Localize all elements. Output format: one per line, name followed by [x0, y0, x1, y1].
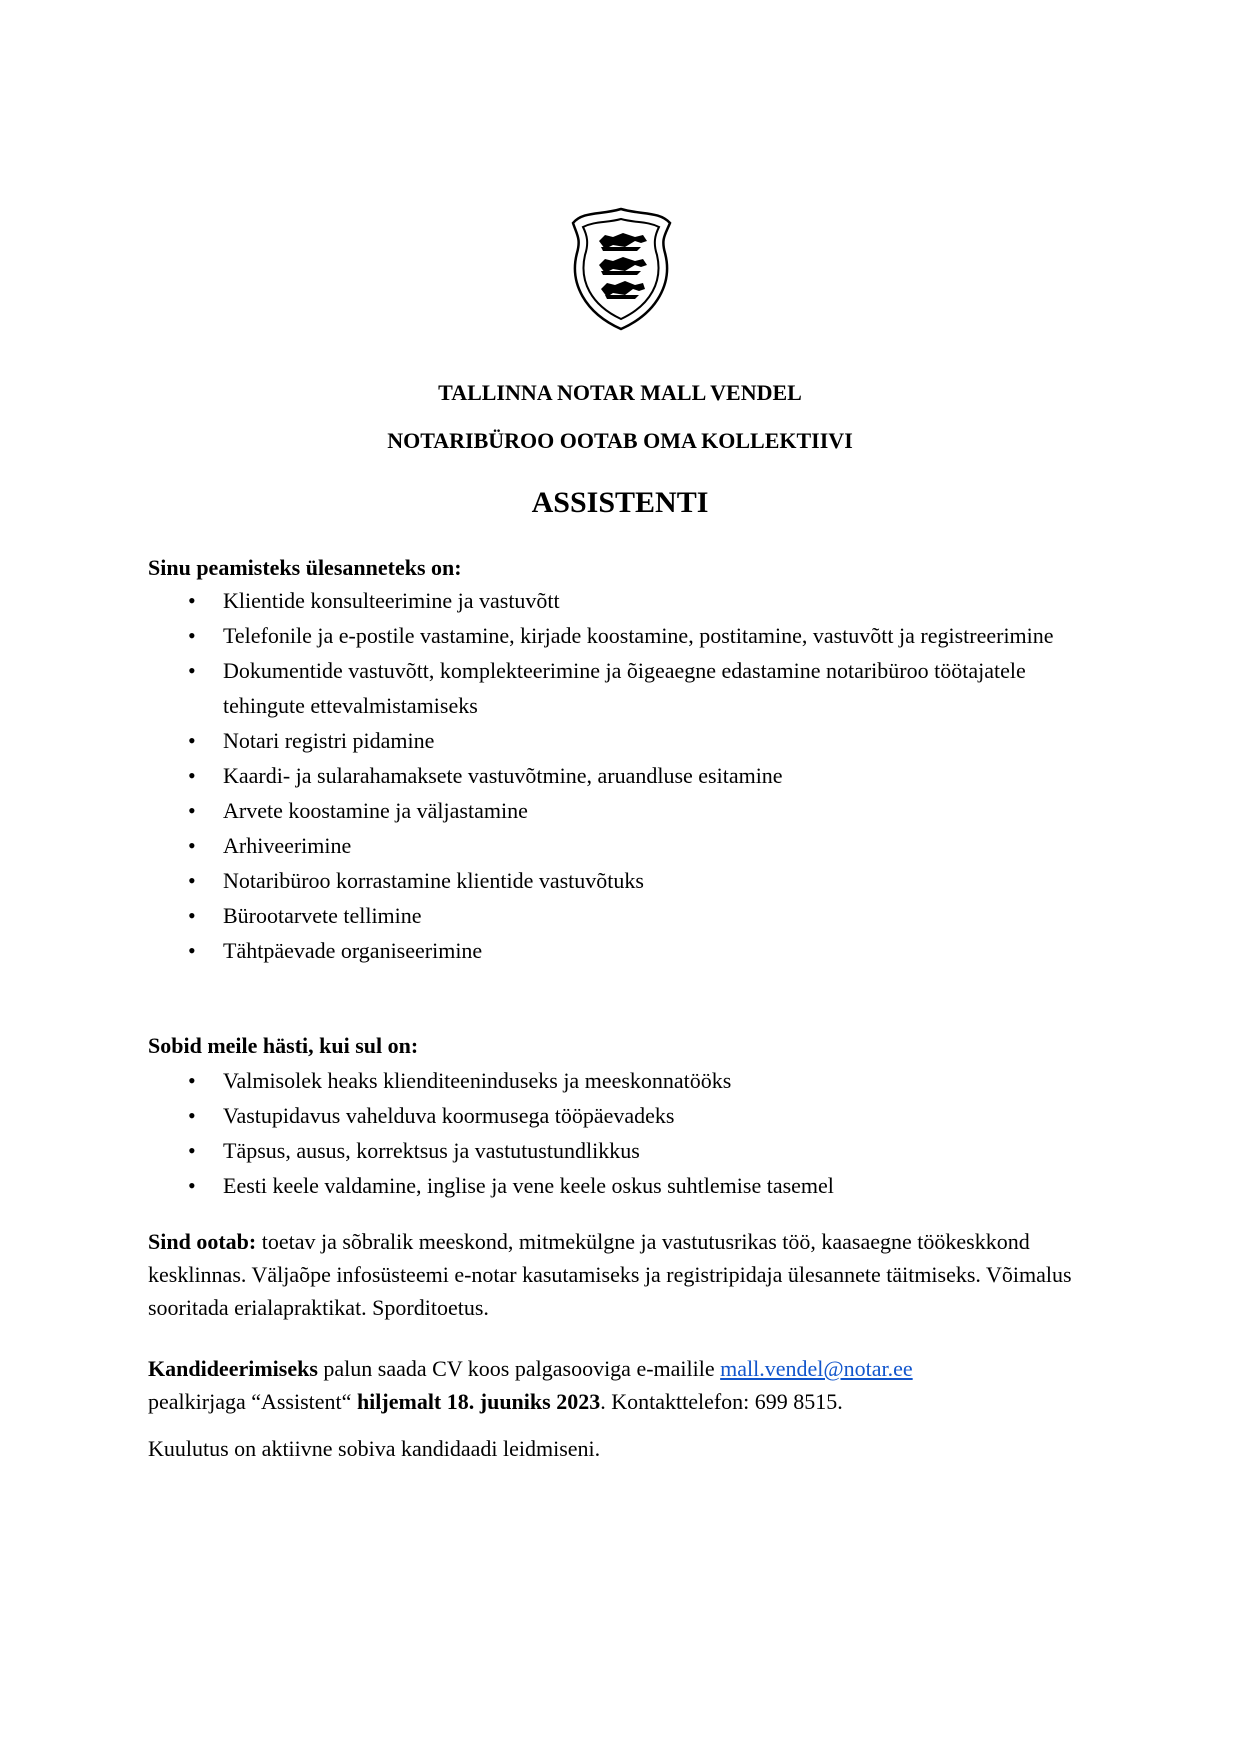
footer-note: Kuulutus on aktiivne sobiva kandidaadi leidmiseni. [148, 1436, 601, 1461]
offer-text: toetav ja sõbralik meeskond, mitmekülgne ja vastutusrikas töö, kaasaegne töökeskkond kesklinnas. Väljaõpe infosüsteemi e-notar kasutamiseks ja registripidaja ülesannete täitmiseks. Võimalus sooritada erialapraktikat. Sporditoetus. [148, 1229, 1072, 1320]
deadline: hiljemalt 18. juuniks 2023 [356, 1389, 601, 1414]
list-item: • Telefonile ja e-postile vastamine, kirjade koostamine, postitamine, vastuvõtt ja registreerimine [148, 618, 1068, 653]
list-item: • Kaardi- ja sularahamaksete vastuvõtmine, aruandluse esitamine [148, 758, 1068, 793]
coat-of-arms-icon [565, 205, 678, 333]
list-item: • Eesti keele valdamine, inglise ja vene keele oskus suhtlemise tasemel [148, 1168, 1068, 1203]
notary-name: TALLINNA NOTAR MALL VENDEL [438, 380, 802, 405]
office-subtitle: NOTARIBÜROO OOTAB OMA KOLLEKTIIVI [387, 428, 853, 453]
offer-paragraph [148, 1225, 1098, 1324]
offer-label: Sind ootab: [148, 1229, 257, 1254]
list-item: • Notaribüroo korrastamine klientide vastuvõtuks [148, 863, 1068, 898]
list-item: • Vastupidavus vahelduva koormusega tööpäevadeks [148, 1098, 1068, 1133]
list-item: • Valmisolek heaks klienditeeninduseks ja meeskonnatööks [148, 1063, 1068, 1098]
apply-text-3: . Kontakttelefon: 699 8515. [600, 1389, 843, 1414]
tasks-list [148, 583, 1068, 968]
list-item: • Arvete koostamine ja väljastamine [148, 793, 1068, 828]
list-item: • Notari registri pidamine [148, 723, 1068, 758]
list-item: • Tähtpäevade organiseerimine [148, 933, 1068, 968]
list-item: • Klientide konsulteerimine ja vastuvõtt [148, 583, 1068, 618]
tasks-heading: Sinu peamisteks ülesanneteks on: [148, 555, 462, 580]
position-title: ASSISTENTI [531, 486, 709, 519]
list-item: • Täpsus, ausus, korrektsus ja vastutustundlikkus [148, 1133, 1068, 1168]
list-item: • Arhiveerimine [148, 828, 1068, 863]
requirements-list [148, 1063, 1068, 1203]
list-item: • Bürootarvete tellimine [148, 898, 1068, 933]
apply-paragraph [148, 1352, 1098, 1418]
email-link[interactable]: mall.vendel@notar.ee [720, 1356, 913, 1381]
requirements-heading: Sobid meile hästi, kui sul on: [148, 1033, 419, 1058]
apply-text-1: palun saada CV koos palgasooviga e-mailile [317, 1356, 721, 1381]
list-item: • Dokumentide vastuvõtt, komplekteerimine ja õigeaegne edastamine notaribüroo töötajatele tehingute ettevalmistamiseks [148, 653, 1068, 723]
apply-label: Kandideerimiseks [148, 1356, 318, 1381]
apply-text-2: pealkirjaga “Assistent“ [148, 1389, 357, 1414]
